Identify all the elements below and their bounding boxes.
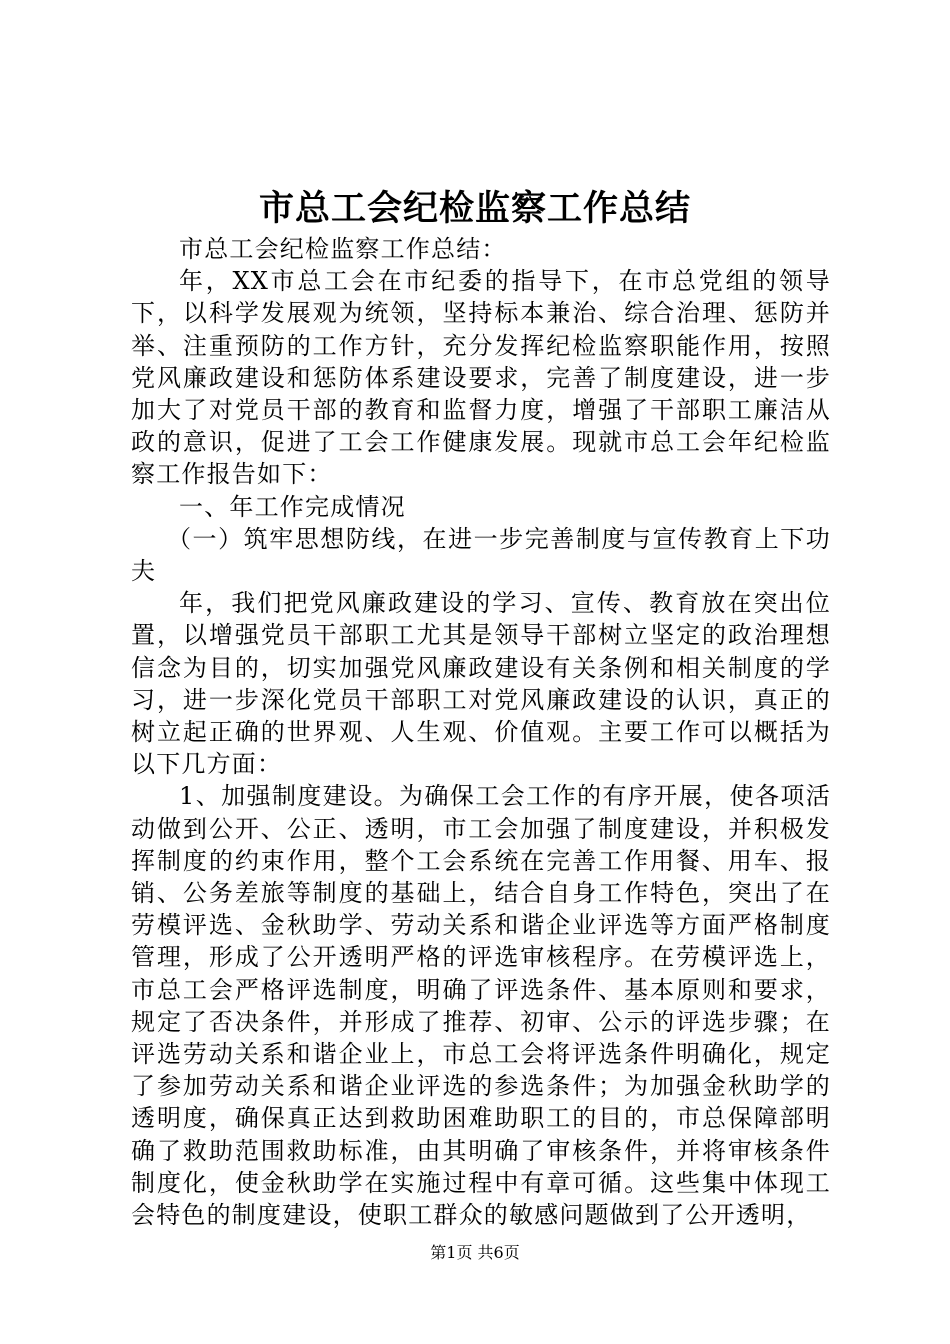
paragraph-education: 年，我们把党风廉政建设的学习、宣传、教育放在突出位置，以增强党员干部职工尤其是领导干部树立坚定的政治理想信念为目的，切实加强党风廉政建设有关条例和相关制度的学习，进一步深化党员干部职工对党风廉政建设的认识，真正的树立起正确的世界观、人生观、价值观。主要工作可以概括为以下几方面：: [131, 589, 831, 779]
document-title: 市总工会纪检监察工作总结: [258, 188, 691, 229]
paragraph-intro: 市总工会纪检监察工作总结：: [179, 235, 507, 263]
paragraph-overview: 年，XX市总工会在市纪委的指导下，在市总党组的领导下，以科学发展观为统领，坚持标本兼治、综合治理、惩防并举、注重预防的工作方针，充分发挥纪检监察职能作用，按照党风廉政建设和惩防体系建设要求，完善了制度建设，进一步加大了对党员干部的教育和监督力度，增强了干部职工廉洁从政的意识，促进了工会工作健康发展。现就市总工会年纪检监察工作报告如下：: [131, 267, 831, 489]
subsection-heading: （一）筑牢思想防线，在进一步完善制度与宣传教育上下功夫: [131, 524, 831, 586]
page-number: 第1页 共6页: [430, 1243, 520, 1262]
section-heading: 一、年工作完成情况: [179, 492, 406, 521]
document-body: [131, 233, 831, 1231]
paragraph-system-building: 1、加强制度建设。为确保工会工作的有序开展，使各项活动做到公开、公正、透明，市工会加强了制度建设，并积极发挥制度的约束作用，整个工会系统在完善工作用餐、用车、报销、公务差旅等制度的基础上，结合自身工作特色，突出了在劳模评选、金秋助学、劳动关系和谐企业评选等方面严格制度管理，形成了公开透明严格的评选审核程序。在劳模评选上，市总工会严格评选制度，明确了评选条件、基本原则和要求，规定了否决条件，并形成了推荐、初审、公示的评选步骤；在评选劳动关系和谐企业上，市总工会将评选条件明确化，规定了参加劳动关系和谐企业评选的参选条件；为加强金秋助学的透明度，确保真正达到救助困难助职工的目的，市总保障部明确了救助范围救助标准，由其明确了审核条件，并将审核条件制度化，使金秋助学在实施过程中有章可循。这些集中体现工会特色的制度建设，使职工群众的敏感问题做到了公开透明，: [131, 782, 831, 1230]
